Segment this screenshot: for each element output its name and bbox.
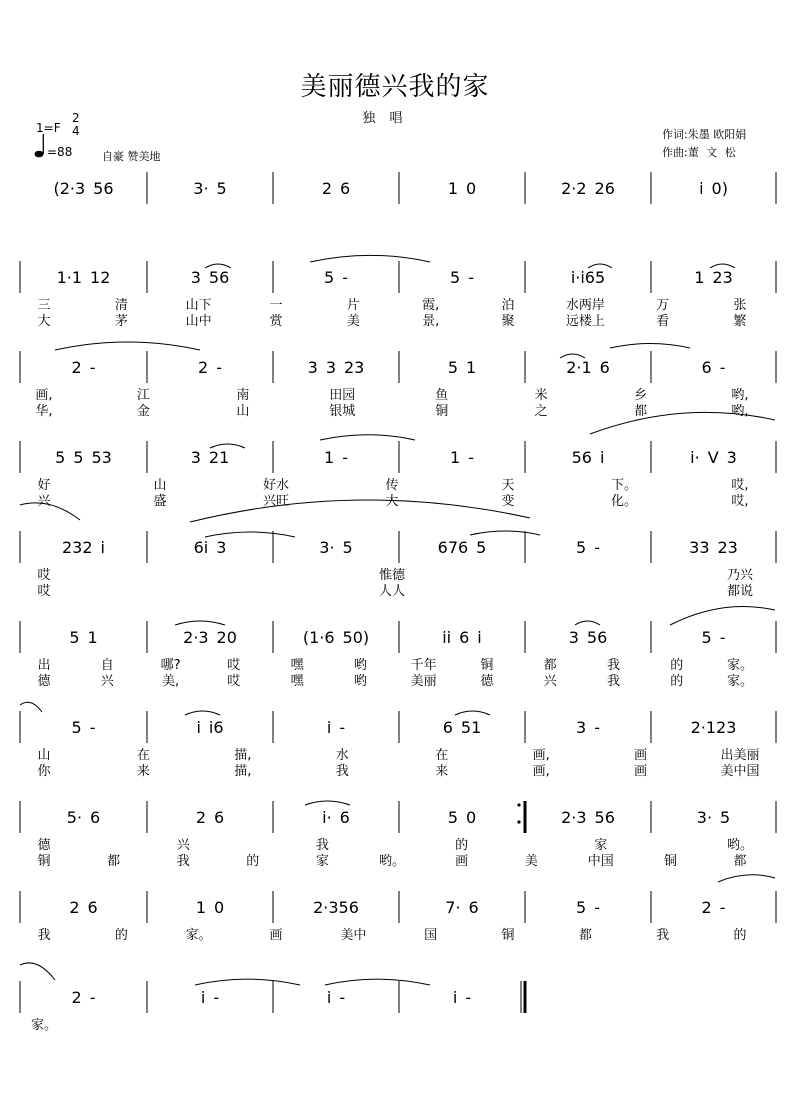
lyric-verse-2: 都 xyxy=(733,854,747,869)
measure-notes: 1 - xyxy=(450,448,474,467)
measure-notes: 6 51 xyxy=(442,718,482,737)
lyric-verse-2: 美中国 xyxy=(720,764,760,779)
lyric-verse-2: 兴 xyxy=(100,674,114,689)
lyric-verse-2: 聚 xyxy=(501,314,515,329)
lyric-verse-2: 铜 xyxy=(37,854,51,869)
lyric-verse-1: 哎 xyxy=(37,568,51,583)
score-row xyxy=(20,801,776,869)
measure-notes: 56 i xyxy=(571,448,605,467)
lyric-verse-1: 都 xyxy=(578,928,592,943)
measure-notes: 1 0 xyxy=(195,898,225,917)
lyric-verse-1: 出美丽 xyxy=(720,748,760,763)
measure-notes: i i6 xyxy=(196,718,224,737)
lyric-verse-2: 哎 xyxy=(37,584,51,599)
tie-slur xyxy=(190,500,530,522)
score-row xyxy=(20,351,776,419)
lyric-verse-2: 山 xyxy=(236,404,250,419)
lyric-verse-1: 米 xyxy=(534,388,548,403)
tie-slur xyxy=(205,532,295,537)
measure-notes: 232 i xyxy=(62,538,105,557)
lyric-verse-2: 描, xyxy=(234,764,252,779)
lyric-verse-1: 在 xyxy=(136,748,150,763)
lyric-verse-2: 画 xyxy=(455,854,469,869)
tie-slur xyxy=(20,963,55,980)
measure-notes: 2 - xyxy=(198,358,222,377)
tie-slur xyxy=(470,531,540,535)
measure-notes: 2·3 20 xyxy=(183,628,237,647)
repeat-dot xyxy=(517,820,520,823)
lyric-verse-1: 乃兴 xyxy=(726,568,754,583)
score-row xyxy=(20,891,776,943)
lyric-verse-1: 惟德 xyxy=(378,568,406,583)
lyric-verse-1: 画 xyxy=(634,748,648,763)
lyric-verse-1: 哟, xyxy=(731,388,749,403)
lyric-verse-2: 家。 xyxy=(726,674,754,689)
lyric-verse-1: 乡 xyxy=(634,388,648,403)
measure-notes: 7· 6 xyxy=(445,898,479,917)
measure-notes: 2 - xyxy=(71,988,96,1007)
measure-notes: 3 56 xyxy=(190,268,230,287)
lyric-verse-2: 美丽 xyxy=(410,674,437,689)
lyric-verse-1: 家 xyxy=(594,838,608,853)
measure-notes: 3 3 23 xyxy=(307,358,365,377)
measure-notes: i - xyxy=(326,718,346,737)
lyric-verse-1: 哪? xyxy=(160,658,181,673)
measure-notes: 2 6 xyxy=(69,898,98,917)
lyric-verse-2: 繁 xyxy=(733,314,747,329)
lyric-verse-1: 水两岸 xyxy=(565,298,605,313)
measure-notes: 3 56 xyxy=(568,628,608,647)
lyric-verse-1: 片 xyxy=(346,298,360,313)
measure-notes: 5 0 xyxy=(447,808,477,827)
lyric-verse-1: 的 xyxy=(733,928,747,943)
lyric-verse-2: 的 xyxy=(246,854,260,869)
measure-notes: 2·356 xyxy=(313,898,359,917)
tie-slur xyxy=(320,435,415,440)
lyric-verse-1: 国 xyxy=(424,928,438,943)
lyric-verse-2: 德 xyxy=(37,674,51,689)
lyric-verse-1: 描, xyxy=(234,748,252,763)
lyric-verse-2: 美 xyxy=(346,314,360,329)
tie-slur xyxy=(670,606,775,625)
measure-notes: 5 - xyxy=(324,268,348,287)
lyric-verse-2: 大 xyxy=(37,314,51,329)
lyric-verse-2: 的 xyxy=(670,674,684,689)
lyric-verse-1: 鱼 xyxy=(435,388,449,403)
lyric-verse-2: 兴旺 xyxy=(262,494,290,509)
tempo-marking: =88 xyxy=(47,145,73,159)
lyric-verse-2: 哟。 xyxy=(378,854,406,869)
tie-slur xyxy=(305,801,350,805)
song-title: 美丽德兴我的家 xyxy=(300,72,490,102)
tie-slur xyxy=(310,255,430,262)
lyric-verse-2: 我 xyxy=(176,854,190,869)
lyric-verse-2: 兴 xyxy=(37,494,51,509)
lyric-verse-1: 哎, xyxy=(731,478,749,493)
lyric-verse-1: 好水 xyxy=(262,478,290,493)
measure-notes: i - xyxy=(200,988,220,1007)
lyric-verse-2: 兴 xyxy=(543,674,557,689)
tie-slur xyxy=(610,344,690,348)
lyric-verse-2: 化。 xyxy=(610,494,638,509)
lyric-verse-1: 水 xyxy=(335,748,349,763)
lyric-verse-2: 画 xyxy=(634,764,648,779)
tie-slur xyxy=(325,979,430,985)
lyric-verse-1: 天 xyxy=(501,478,515,493)
lyric-verse-1: 家。 xyxy=(185,928,212,943)
lyric-verse-1: 千年 xyxy=(410,658,437,673)
lyric-verse-2: 赏 xyxy=(269,314,283,329)
lyric-verse-2: 金 xyxy=(136,404,150,419)
lyric-verse-2: 家 xyxy=(315,854,329,869)
lyric-verse-1: 霞, xyxy=(422,298,440,313)
measure-notes: 2·123 xyxy=(690,718,737,737)
lyric-verse-2: 美, xyxy=(161,674,180,689)
lyric-verse-1: 下。 xyxy=(610,478,638,493)
measure-notes: 1·1 12 xyxy=(56,268,111,287)
measure-notes: 5 - xyxy=(450,268,474,287)
lyric-verse-1: 兴 xyxy=(176,838,190,853)
lyric-verse-2: 哟 xyxy=(353,674,367,689)
key-signature: 1=F xyxy=(36,121,61,135)
measure-notes: 2 - xyxy=(71,358,96,377)
lyric-verse-2: 大 xyxy=(385,494,399,509)
time-signature-bottom: 4 xyxy=(72,124,80,138)
repeat-dot xyxy=(517,803,520,806)
measure-notes: 3· 5 xyxy=(319,538,353,557)
tie-slur xyxy=(185,711,220,715)
lyric-verse-1: 出 xyxy=(37,658,51,673)
measure-notes: 5 - xyxy=(576,538,600,557)
score-row xyxy=(38,172,776,204)
lyric-verse-2: 铜 xyxy=(435,404,449,419)
measure-notes: 1 - xyxy=(324,448,348,467)
lyric-verse-2: 中国 xyxy=(587,854,614,869)
lyric-verse-2: 来 xyxy=(435,764,449,779)
measure-notes: 3· 5 xyxy=(193,179,227,198)
lyric-verse-2: 都 xyxy=(107,854,121,869)
lyric-verse-1: 清 xyxy=(114,298,128,313)
lyric-verse-1: 画 xyxy=(269,928,283,943)
measure-notes: 3 - xyxy=(576,718,600,737)
measure-notes: 2 6 xyxy=(195,808,225,827)
lyric-verse-1: 哎 xyxy=(227,658,241,673)
lyric-verse-1: 画, xyxy=(532,748,550,763)
lyric-verse-2: 远楼上 xyxy=(565,314,605,329)
lyric-verse-1: 传 xyxy=(385,478,399,493)
lyric-verse-2: 都 xyxy=(634,404,648,419)
lyric-verse-2: 德 xyxy=(480,674,494,689)
measure-notes: 5 1 xyxy=(69,628,98,647)
lyric-verse-1: 张 xyxy=(733,298,747,313)
measure-notes: i - xyxy=(452,988,472,1007)
measure-notes: ii 6 i xyxy=(442,628,482,647)
lyric-verse-1: 在 xyxy=(435,748,449,763)
time-signature-top: 2 xyxy=(72,111,80,125)
lyric-verse-2: 变 xyxy=(501,494,515,509)
composer-credit: 作曲:董 文 松 xyxy=(662,146,736,159)
lyric-verse-1: 铜 xyxy=(480,658,494,673)
lyric-verse-2: 华, xyxy=(35,404,53,419)
lyric-verse-1: 铜 xyxy=(501,928,515,943)
lyric-verse-1: 画, xyxy=(35,388,53,403)
measure-notes: 5 - xyxy=(71,718,96,737)
measure-notes: 5 - xyxy=(701,628,726,647)
measure-notes: i 0) xyxy=(699,179,728,198)
lyric-verse-1: 的 xyxy=(670,658,684,673)
lyric-verse-1: 山 xyxy=(153,478,167,493)
measure-notes: (2·3 56 xyxy=(53,179,114,198)
score-row xyxy=(20,981,525,1033)
measure-notes: 1 0 xyxy=(447,179,477,198)
lyric-verse-2: 人人 xyxy=(378,584,406,599)
lyric-verse-1: 哟。 xyxy=(726,838,754,853)
measure-notes: i· 6 xyxy=(322,808,350,827)
lyric-verse-2: 茅 xyxy=(114,314,128,329)
measure-notes: 6 - xyxy=(701,358,726,377)
lyric-verse-2: 哎, xyxy=(731,494,749,509)
measure-notes: 2 6 xyxy=(321,179,351,198)
tie-slur xyxy=(455,711,490,715)
tie-slur xyxy=(175,621,225,625)
tie-slur xyxy=(20,702,42,712)
lyric-verse-2: 银城 xyxy=(329,404,356,419)
lyric-verse-1: 哟 xyxy=(353,658,367,673)
measure-notes: 5· 6 xyxy=(66,808,101,827)
lyric-verse-1: 三 xyxy=(37,298,51,313)
score-row xyxy=(20,261,776,329)
lyric-verse-2: 我 xyxy=(335,764,349,779)
measure-notes: 5 1 xyxy=(447,358,477,377)
lyric-verse-2: 哎 xyxy=(227,674,241,689)
lyric-verse-2: 景, xyxy=(422,314,440,329)
lyric-verse-1: 田园 xyxy=(329,388,356,403)
tie-slur xyxy=(195,979,300,985)
performance-type: 独 唱 xyxy=(362,111,403,126)
score-row xyxy=(20,621,776,689)
measure-notes: 2 - xyxy=(701,898,726,917)
measure-notes: 3 21 xyxy=(190,448,230,467)
measure-notes: i - xyxy=(326,988,346,1007)
lyric-verse-1: 美中 xyxy=(340,928,367,943)
lyric-verse-1: 德 xyxy=(37,838,51,853)
lyric-verse-1: 的 xyxy=(114,928,128,943)
measure-notes: 33 23 xyxy=(689,538,738,557)
lyricist-credit: 作词:朱墨 欧阳娟 xyxy=(662,128,747,141)
measure-notes: 2·1 6 xyxy=(566,358,610,377)
measure-notes: 2·3 56 xyxy=(561,808,615,827)
lyric-verse-1: 山 xyxy=(37,748,51,763)
lyric-verse-2: 来 xyxy=(136,764,150,779)
measure-notes: 5 - xyxy=(576,898,600,917)
score-row xyxy=(20,531,776,599)
lyric-verse-1: 我 xyxy=(315,838,329,853)
lyric-verse-2: 哟, xyxy=(731,404,749,419)
lyric-verse-1: 万 xyxy=(656,298,670,313)
lyric-verse-1: 泊 xyxy=(501,298,515,313)
lyric-verse-1: 南 xyxy=(236,388,250,403)
lyric-verse-2: 我 xyxy=(606,674,620,689)
lyric-verse-1: 的 xyxy=(455,838,469,853)
lyric-verse-1: 山下 xyxy=(185,298,212,313)
lyric-verse-1: 都 xyxy=(543,658,557,673)
tie-slur xyxy=(575,621,600,625)
lyric-verse-1: 江 xyxy=(136,388,150,403)
lyric-verse-2: 都说 xyxy=(726,584,754,599)
measure-notes: i· V 3 xyxy=(690,448,737,467)
lyric-verse-2: 你 xyxy=(37,764,51,779)
measure-notes: 5 5 53 xyxy=(55,448,112,467)
lyric-verse-1: 自 xyxy=(100,658,114,673)
lyric-verse-2: 嘿 xyxy=(290,674,304,689)
lyric-verse-2: 画, xyxy=(532,764,550,779)
measure-notes: 6i 3 xyxy=(193,538,227,557)
measure-notes: 1 23 xyxy=(694,268,733,287)
lyric-verse-1: 家。 xyxy=(30,1018,58,1033)
lyric-verse-1: 家。 xyxy=(726,658,754,673)
expression-marking: 自豪 赞美地 xyxy=(102,150,161,163)
lyric-verse-2: 山中 xyxy=(185,314,212,329)
lyric-verse-1: 我 xyxy=(656,928,670,943)
lyric-verse-2: 铜 xyxy=(663,854,677,869)
lyric-verse-2: 盛 xyxy=(153,494,167,509)
lyric-verse-1: 嘿 xyxy=(290,658,304,673)
lyric-verse-2: 看 xyxy=(656,314,670,329)
lyric-verse-1: 好 xyxy=(37,478,51,493)
measure-notes: 676 5 xyxy=(437,538,487,557)
lyric-verse-2: 之 xyxy=(534,404,548,419)
tie-slur xyxy=(718,875,775,882)
score-row xyxy=(20,441,776,509)
measure-notes: i·i65 xyxy=(570,268,606,287)
lyric-verse-1: 我 xyxy=(606,658,620,673)
tie-slur xyxy=(55,342,200,350)
lyric-verse-2: 美 xyxy=(524,854,538,869)
measure-notes: (1·6 50) xyxy=(302,628,370,647)
measure-notes: 2·2 26 xyxy=(561,179,615,198)
lyric-verse-1: 一 xyxy=(269,298,283,313)
score-row xyxy=(20,711,776,779)
lyric-verse-1: 我 xyxy=(37,928,51,943)
measure-notes: 3· 5 xyxy=(696,808,731,827)
